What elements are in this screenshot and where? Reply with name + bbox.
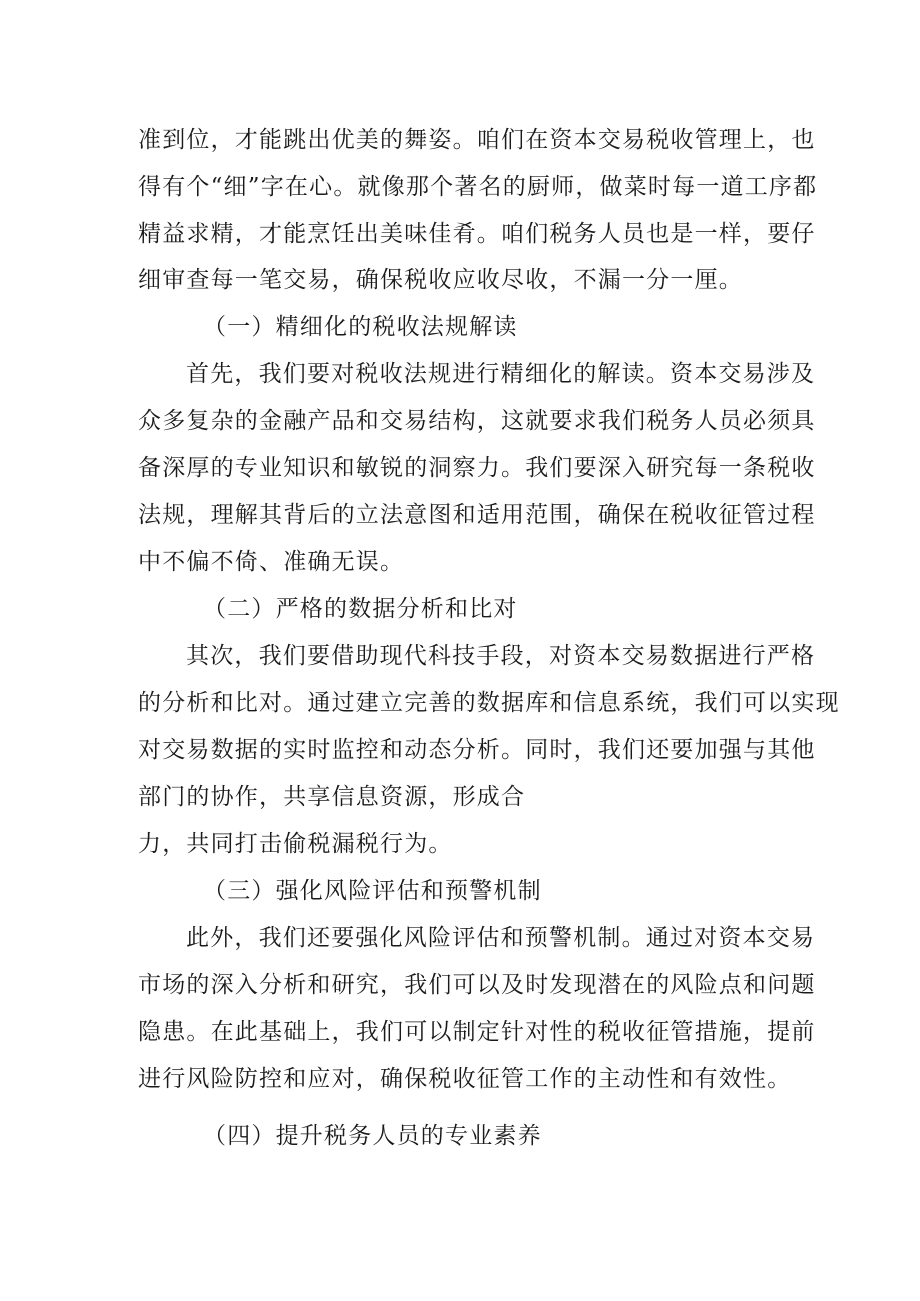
paragraph-line: 进行风险防控和应对，确保税收征管工作的主动性和有效性。 [138, 1066, 792, 1092]
paragraph-line: 部门的协作，共享信息资源，形成合 [138, 784, 526, 810]
paragraph-line: 中不偏不倚、准确无误。 [138, 549, 405, 575]
paragraph-line: 隐患。在此基础上，我们可以制定针对性的税收征管措施，提前 [138, 1019, 816, 1045]
section-heading: （二）严格的数据分析和比对 [203, 596, 518, 622]
paragraph-line: 对交易数据的实时监控和动态分析。同时，我们还要加强与其他 [138, 737, 816, 763]
paragraph-line: 精益求精，才能烹饪出美味佳肴。咱们税务人员也是一样，要仔 [138, 221, 816, 247]
paragraph-line: 此外，我们还要强化风险评估和预警机制。通过对资本交易 [186, 925, 816, 951]
paragraph-line: 细审查每一笔交易，确保税收应收尽收，不漏一分一厘。 [138, 267, 743, 293]
paragraph-line: 的分析和比对。通过建立完善的数据库和信息系统，我们可以实现 [138, 690, 840, 716]
section-heading: （四）提升税务人员的专业素养 [203, 1123, 542, 1149]
paragraph-line: 备深厚的专业知识和敏锐的洞察力。我们要深入研究每一条税收 [138, 455, 816, 481]
section-heading: （三）强化风险评估和预警机制 [203, 878, 542, 904]
paragraph-line: 力，共同打击偷税漏税行为。 [138, 831, 453, 857]
paragraph-line: 法规，理解其背后的立法意图和适用范围，确保在税收征管过程 [138, 502, 816, 528]
paragraph-line: 其次，我们要借助现代科技手段，对资本交易数据进行严格 [186, 643, 816, 669]
paragraph-line: 得有个“细”字在心。就像那个著名的厨师，做菜时每一道工序都 [138, 174, 818, 200]
paragraph-line: 市场的深入分析和研究，我们可以及时发现潜在的风险点和问题 [138, 972, 816, 998]
paragraph-line: 首先，我们要对税收法规进行精细化的解读。资本交易涉及 [186, 361, 816, 387]
paragraph-line: 众多复杂的金融产品和交易结构，这就要求我们税务人员必须具 [138, 408, 816, 434]
paragraph-line: 准到位，才能跳出优美的舞姿。咱们在资本交易税收管理上，也 [138, 127, 816, 153]
section-heading: （一）精细化的税收法规解读 [203, 314, 518, 340]
